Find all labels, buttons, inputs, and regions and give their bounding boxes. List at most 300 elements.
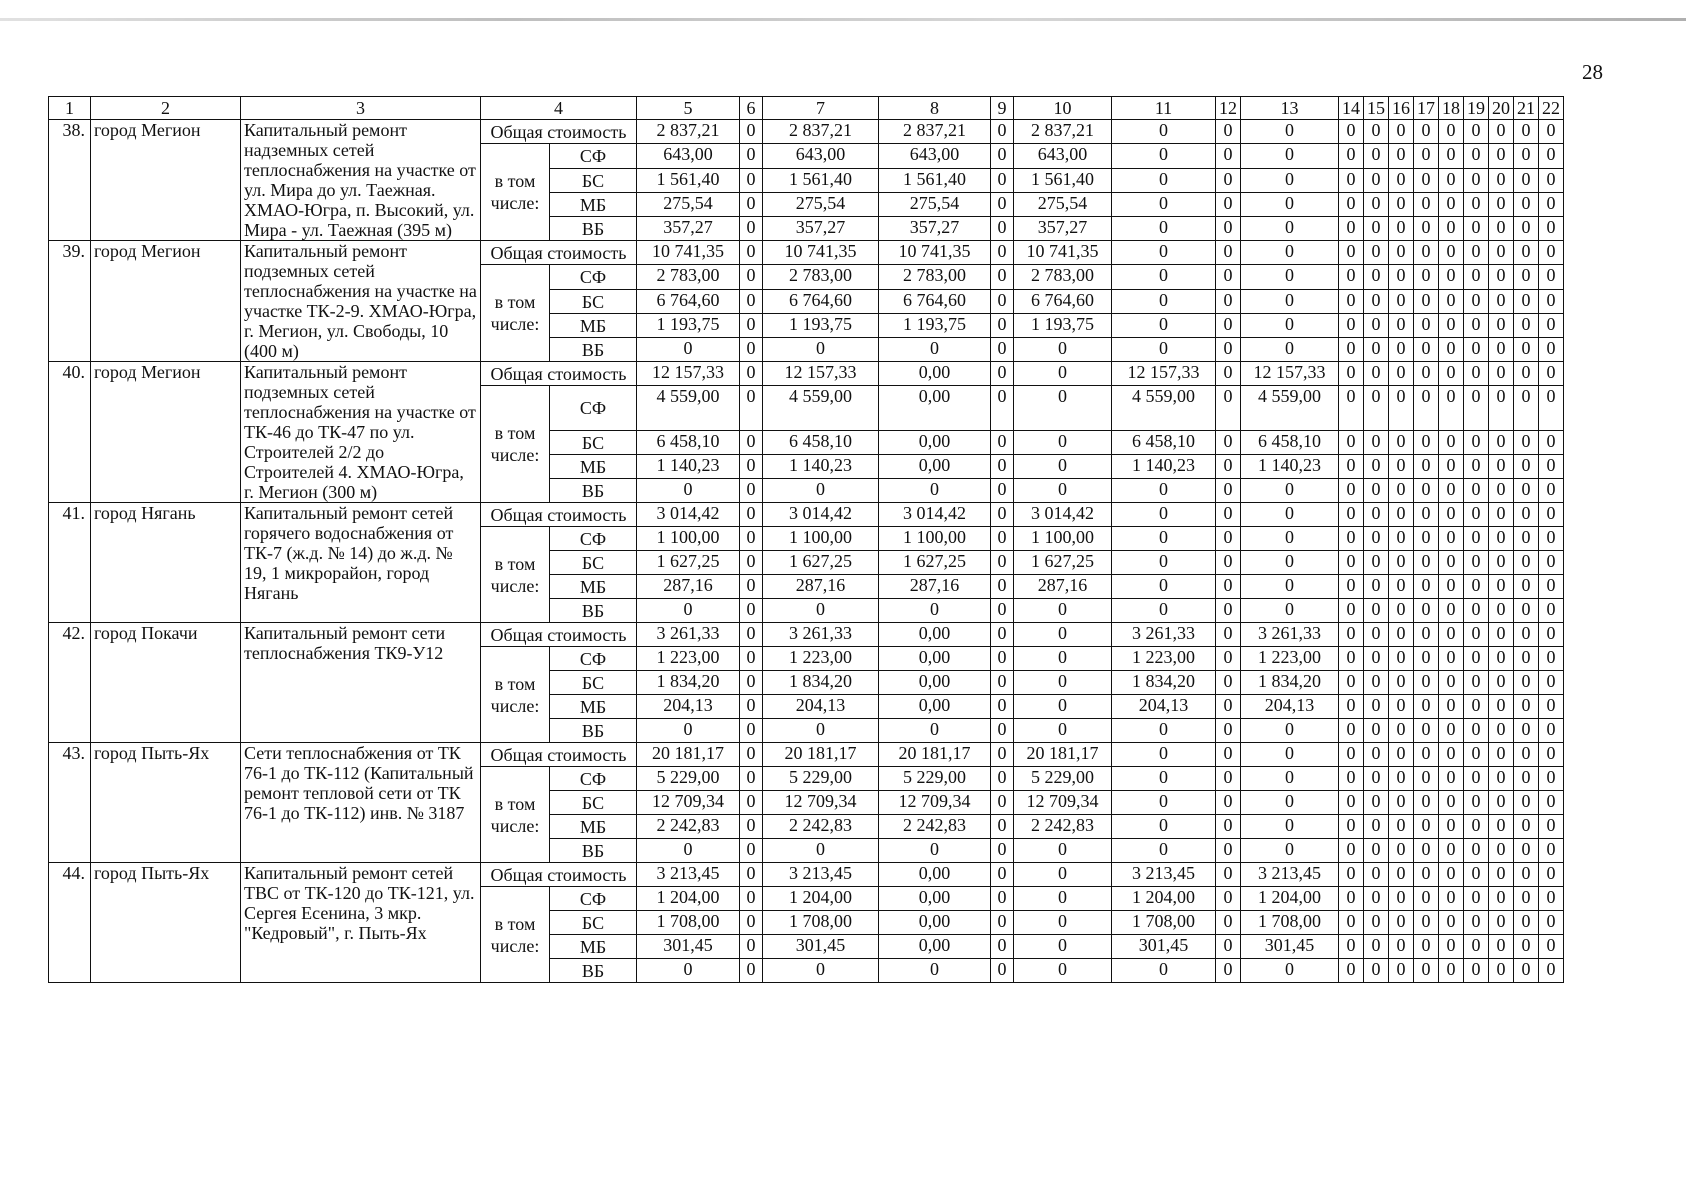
zero-value: 0 — [1514, 144, 1539, 169]
zero-value: 0 — [1514, 362, 1539, 386]
zero-value: 0 — [1539, 839, 1564, 863]
cost-value: 301,45 — [637, 935, 740, 959]
cost-value: 0,00 — [879, 887, 991, 911]
zero-value: 0 — [1539, 695, 1564, 719]
zero-value: 0 — [1489, 887, 1514, 911]
zero-value: 0 — [1389, 671, 1414, 695]
cost-value: 0 — [879, 599, 991, 623]
zero-value: 0 — [1464, 863, 1489, 887]
cost-value: 0 — [740, 719, 763, 743]
cost-value: 204,13 — [763, 695, 879, 719]
zero-value: 0 — [1414, 362, 1439, 386]
cost-value: 0 — [740, 551, 763, 575]
zero-value: 0 — [1539, 314, 1564, 338]
zero-value: 0 — [1539, 599, 1564, 623]
zero-value: 0 — [1339, 623, 1364, 647]
cost-value: 0 — [879, 839, 991, 863]
total-cost-label: Общая стоимость — [481, 503, 637, 527]
zero-value: 0 — [1464, 479, 1489, 503]
cost-value: 0 — [991, 290, 1014, 314]
zero-value: 0 — [1364, 767, 1389, 791]
cost-value: 0 — [1112, 479, 1216, 503]
cost-value: 0 — [740, 144, 763, 169]
funding-source: БС — [550, 911, 637, 935]
zero-value: 0 — [1489, 479, 1514, 503]
object-description: Капитальный ремонт подземных сетей теплоснабжения на участке от ТК-46 до ТК-47 по ул. Строителей 2/2 до Строителей 4. ХМАО-Югра, г. Мегион (300 м) — [241, 362, 481, 503]
cost-value: 0 — [740, 431, 763, 455]
table-row — [49, 503, 1564, 527]
zero-value: 0 — [1539, 503, 1564, 527]
zero-value: 0 — [1539, 743, 1564, 767]
cost-value: 0 — [1014, 362, 1112, 386]
zero-value: 0 — [1514, 743, 1539, 767]
funding-source: БС — [550, 551, 637, 575]
zero-value: 0 — [1339, 241, 1364, 265]
funding-source: СФ — [550, 647, 637, 671]
zero-value: 0 — [1489, 935, 1514, 959]
zero-value: 0 — [1389, 647, 1414, 671]
cost-value: 204,13 — [637, 695, 740, 719]
zero-value: 0 — [1339, 479, 1364, 503]
cost-value: 0 — [1014, 887, 1112, 911]
cost-value: 0 — [1216, 479, 1241, 503]
cost-value: 0 — [991, 791, 1014, 815]
cost-value: 0 — [1241, 217, 1339, 241]
zero-value: 0 — [1464, 217, 1489, 241]
zero-value: 0 — [1514, 314, 1539, 338]
zero-value: 0 — [1489, 144, 1514, 169]
cost-value: 2 783,00 — [763, 265, 879, 290]
zero-value: 0 — [1439, 935, 1464, 959]
cost-value: 0 — [1216, 791, 1241, 815]
municipality: город Пыть-Ях — [91, 743, 241, 863]
zero-value: 0 — [1439, 338, 1464, 362]
cost-value: 0 — [1112, 527, 1216, 551]
cost-value: 10 741,35 — [763, 241, 879, 265]
cost-value: 0 — [1216, 743, 1241, 767]
zero-value: 0 — [1489, 575, 1514, 599]
cost-value: 0 — [991, 455, 1014, 479]
cost-value: 4 559,00 — [1241, 386, 1339, 431]
cost-value: 357,27 — [1014, 217, 1112, 241]
zero-value: 0 — [1514, 935, 1539, 959]
column-header-12: 12 — [1216, 97, 1241, 120]
zero-value: 0 — [1389, 911, 1414, 935]
cost-value: 275,54 — [1014, 193, 1112, 217]
zero-value: 0 — [1439, 431, 1464, 455]
zero-value: 0 — [1489, 290, 1514, 314]
cost-value: 0 — [991, 338, 1014, 362]
zero-value: 0 — [1539, 193, 1564, 217]
cost-value: 0 — [991, 431, 1014, 455]
zero-value: 0 — [1539, 455, 1564, 479]
zero-value: 0 — [1464, 551, 1489, 575]
zero-value: 0 — [1364, 120, 1389, 144]
zero-value: 0 — [1514, 431, 1539, 455]
zero-value: 0 — [1439, 767, 1464, 791]
cost-value: 1 561,40 — [879, 169, 991, 193]
zero-value: 0 — [1464, 455, 1489, 479]
zero-value: 0 — [1464, 815, 1489, 839]
cost-value: 357,27 — [879, 217, 991, 241]
cost-value: 275,54 — [763, 193, 879, 217]
zero-value: 0 — [1414, 791, 1439, 815]
zero-value: 0 — [1364, 362, 1389, 386]
cost-value: 0 — [1216, 362, 1241, 386]
zero-value: 0 — [1439, 455, 1464, 479]
cost-value: 3 014,42 — [637, 503, 740, 527]
zero-value: 0 — [1539, 551, 1564, 575]
cost-value: 0,00 — [879, 863, 991, 887]
cost-value: 6 764,60 — [879, 290, 991, 314]
zero-value: 0 — [1339, 144, 1364, 169]
municipality: город Пыть-Ях — [91, 863, 241, 983]
cost-value: 0 — [991, 551, 1014, 575]
zero-value: 0 — [1414, 290, 1439, 314]
cost-value: 0 — [1241, 503, 1339, 527]
zero-value: 0 — [1414, 265, 1439, 290]
funding-source: МБ — [550, 314, 637, 338]
cost-value: 0 — [1014, 839, 1112, 863]
including-label: в том числе: — [481, 527, 550, 623]
cost-value: 0 — [991, 743, 1014, 767]
cost-value: 0 — [1216, 887, 1241, 911]
cost-value: 0 — [991, 815, 1014, 839]
cost-value: 3 014,42 — [879, 503, 991, 527]
cost-value: 0 — [740, 338, 763, 362]
cost-value: 0 — [740, 527, 763, 551]
zero-value: 0 — [1489, 911, 1514, 935]
cost-value: 0 — [1014, 647, 1112, 671]
cost-value: 4 559,00 — [1112, 386, 1216, 431]
zero-value: 0 — [1414, 671, 1439, 695]
cost-value: 0 — [991, 623, 1014, 647]
cost-value: 0 — [1241, 767, 1339, 791]
zero-value: 0 — [1489, 217, 1514, 241]
cost-value: 1 627,25 — [1014, 551, 1112, 575]
zero-value: 0 — [1389, 120, 1414, 144]
cost-value: 0 — [740, 647, 763, 671]
zero-value: 0 — [1489, 767, 1514, 791]
row-number: 44. — [49, 863, 91, 983]
zero-value: 0 — [1339, 695, 1364, 719]
column-header-13: 13 — [1241, 97, 1339, 120]
cost-value: 0 — [1216, 314, 1241, 338]
cost-value: 0 — [1216, 863, 1241, 887]
cost-value: 4 559,00 — [763, 386, 879, 431]
cost-value: 1 627,25 — [763, 551, 879, 575]
zero-value: 0 — [1364, 575, 1389, 599]
cost-value: 0 — [991, 911, 1014, 935]
zero-value: 0 — [1539, 791, 1564, 815]
zero-value: 0 — [1364, 647, 1389, 671]
cost-value: 0 — [991, 217, 1014, 241]
zero-value: 0 — [1489, 647, 1514, 671]
zero-value: 0 — [1389, 767, 1414, 791]
zero-value: 0 — [1464, 839, 1489, 863]
zero-value: 0 — [1539, 623, 1564, 647]
including-label: в том числе: — [481, 386, 550, 503]
cost-value: 0 — [740, 241, 763, 265]
zero-value: 0 — [1364, 217, 1389, 241]
zero-value: 0 — [1414, 599, 1439, 623]
zero-value: 0 — [1464, 647, 1489, 671]
table-row — [49, 120, 1564, 144]
zero-value: 0 — [1489, 623, 1514, 647]
cost-value: 1 204,00 — [1241, 887, 1339, 911]
cost-value: 0 — [1216, 551, 1241, 575]
investment-table — [48, 96, 1564, 983]
zero-value: 0 — [1364, 791, 1389, 815]
zero-value: 0 — [1439, 911, 1464, 935]
zero-value: 0 — [1514, 839, 1539, 863]
table-row — [49, 863, 1564, 887]
cost-value: 0,00 — [879, 911, 991, 935]
zero-value: 0 — [1364, 719, 1389, 743]
zero-value: 0 — [1414, 431, 1439, 455]
zero-value: 0 — [1364, 193, 1389, 217]
cost-value: 0 — [763, 479, 879, 503]
cost-value: 0 — [1241, 575, 1339, 599]
cost-value: 0 — [740, 863, 763, 887]
zero-value: 0 — [1464, 767, 1489, 791]
zero-value: 0 — [1464, 362, 1489, 386]
zero-value: 0 — [1539, 120, 1564, 144]
zero-value: 0 — [1339, 887, 1364, 911]
zero-value: 0 — [1439, 599, 1464, 623]
cost-value: 6 458,10 — [1241, 431, 1339, 455]
zero-value: 0 — [1339, 791, 1364, 815]
zero-value: 0 — [1464, 743, 1489, 767]
cost-value: 0 — [1112, 265, 1216, 290]
funding-source: СФ — [550, 887, 637, 911]
zero-value: 0 — [1539, 479, 1564, 503]
zero-value: 0 — [1464, 935, 1489, 959]
zero-value: 0 — [1489, 959, 1514, 983]
zero-value: 0 — [1364, 863, 1389, 887]
zero-value: 0 — [1339, 503, 1364, 527]
cost-value: 1 708,00 — [1112, 911, 1216, 935]
funding-source: ВБ — [550, 959, 637, 983]
cost-value: 0,00 — [879, 695, 991, 719]
zero-value: 0 — [1389, 144, 1414, 169]
zero-value: 0 — [1539, 719, 1564, 743]
zero-value: 0 — [1514, 791, 1539, 815]
funding-source: СФ — [550, 386, 637, 431]
funding-source: БС — [550, 671, 637, 695]
zero-value: 0 — [1464, 338, 1489, 362]
cost-value: 0 — [1014, 338, 1112, 362]
zero-value: 0 — [1364, 144, 1389, 169]
cost-value: 0 — [637, 719, 740, 743]
zero-value: 0 — [1389, 386, 1414, 431]
zero-value: 0 — [1439, 265, 1464, 290]
cost-value: 0 — [1112, 169, 1216, 193]
cost-value: 0 — [1216, 647, 1241, 671]
cost-value: 0 — [740, 911, 763, 935]
zero-value: 0 — [1439, 863, 1464, 887]
zero-value: 0 — [1489, 743, 1514, 767]
cost-value: 1 100,00 — [637, 527, 740, 551]
zero-value: 0 — [1439, 169, 1464, 193]
cost-value: 287,16 — [763, 575, 879, 599]
zero-value: 0 — [1389, 362, 1414, 386]
column-header-5: 5 — [637, 97, 740, 120]
cost-value: 3 213,45 — [1241, 863, 1339, 887]
cost-value: 1 204,00 — [763, 887, 879, 911]
column-header-6: 6 — [740, 97, 763, 120]
zero-value: 0 — [1464, 314, 1489, 338]
cost-value: 1 140,23 — [763, 455, 879, 479]
cost-value: 0 — [1241, 743, 1339, 767]
cost-value: 0 — [1112, 193, 1216, 217]
cost-value: 0 — [1014, 479, 1112, 503]
cost-value: 3 261,33 — [637, 623, 740, 647]
zero-value: 0 — [1389, 193, 1414, 217]
column-header-3: 3 — [241, 97, 481, 120]
column-header-15: 15 — [1364, 97, 1389, 120]
zero-value: 0 — [1339, 431, 1364, 455]
cost-value: 1 223,00 — [1241, 647, 1339, 671]
cost-value: 0 — [1216, 265, 1241, 290]
zero-value: 0 — [1414, 527, 1439, 551]
zero-value: 0 — [1389, 935, 1414, 959]
cost-value: 0 — [991, 839, 1014, 863]
funding-source: ВБ — [550, 217, 637, 241]
cost-value: 6 458,10 — [637, 431, 740, 455]
cost-value: 0 — [1112, 839, 1216, 863]
cost-value: 0 — [740, 479, 763, 503]
zero-value: 0 — [1364, 455, 1389, 479]
zero-value: 0 — [1389, 695, 1414, 719]
zero-value: 0 — [1414, 551, 1439, 575]
cost-value: 0 — [1112, 575, 1216, 599]
cost-value: 3 014,42 — [763, 503, 879, 527]
cost-value: 0 — [991, 647, 1014, 671]
zero-value: 0 — [1389, 479, 1414, 503]
including-label: в том числе: — [481, 265, 550, 362]
cost-value: 6 764,60 — [1014, 290, 1112, 314]
zero-value: 0 — [1489, 719, 1514, 743]
zero-value: 0 — [1514, 719, 1539, 743]
cost-value: 0 — [991, 241, 1014, 265]
zero-value: 0 — [1464, 527, 1489, 551]
zero-value: 0 — [1489, 599, 1514, 623]
cost-value: 0 — [740, 217, 763, 241]
zero-value: 0 — [1514, 887, 1539, 911]
cost-value: 301,45 — [1112, 935, 1216, 959]
cost-value: 0 — [1014, 935, 1112, 959]
zero-value: 0 — [1439, 839, 1464, 863]
cost-value: 1 561,40 — [1014, 169, 1112, 193]
column-header-19: 19 — [1464, 97, 1489, 120]
zero-value: 0 — [1364, 959, 1389, 983]
zero-value: 0 — [1539, 265, 1564, 290]
zero-value: 0 — [1389, 623, 1414, 647]
cost-value: 0 — [740, 455, 763, 479]
zero-value: 0 — [1414, 719, 1439, 743]
cost-value: 0 — [1241, 241, 1339, 265]
cost-value: 643,00 — [763, 144, 879, 169]
cost-value: 0 — [1216, 503, 1241, 527]
column-header-16: 16 — [1389, 97, 1414, 120]
zero-value: 0 — [1539, 815, 1564, 839]
cost-value: 0 — [1112, 791, 1216, 815]
zero-value: 0 — [1364, 503, 1389, 527]
cost-value: 0 — [991, 935, 1014, 959]
zero-value: 0 — [1389, 863, 1414, 887]
including-label: в том числе: — [481, 767, 550, 863]
cost-value: 0 — [991, 314, 1014, 338]
cost-value: 2 837,21 — [763, 120, 879, 144]
zero-value: 0 — [1414, 455, 1439, 479]
cost-value: 0,00 — [879, 386, 991, 431]
cost-value: 0 — [740, 695, 763, 719]
zero-value: 0 — [1414, 815, 1439, 839]
cost-value: 0 — [637, 599, 740, 623]
cost-value: 0 — [1216, 623, 1241, 647]
cost-value: 0 — [1216, 431, 1241, 455]
zero-value: 0 — [1489, 671, 1514, 695]
table-body — [49, 120, 1564, 983]
zero-value: 0 — [1439, 815, 1464, 839]
cost-value: 0 — [991, 767, 1014, 791]
column-header-9: 9 — [991, 97, 1014, 120]
cost-value: 301,45 — [763, 935, 879, 959]
cost-value: 5 229,00 — [637, 767, 740, 791]
zero-value: 0 — [1464, 169, 1489, 193]
zero-value: 0 — [1364, 623, 1389, 647]
zero-value: 0 — [1539, 959, 1564, 983]
cost-value: 0 — [1216, 767, 1241, 791]
cost-value: 2 242,83 — [637, 815, 740, 839]
cost-value: 0 — [879, 719, 991, 743]
zero-value: 0 — [1439, 193, 1464, 217]
cost-value: 12 709,34 — [763, 791, 879, 815]
zero-value: 0 — [1514, 386, 1539, 431]
zero-value: 0 — [1464, 386, 1489, 431]
cost-value: 0 — [991, 575, 1014, 599]
cost-value: 0 — [1112, 120, 1216, 144]
column-header-20: 20 — [1489, 97, 1514, 120]
zero-value: 0 — [1489, 169, 1514, 193]
cost-value: 0 — [1241, 290, 1339, 314]
cost-value: 0 — [740, 959, 763, 983]
column-header-2: 2 — [91, 97, 241, 120]
total-cost-label: Общая стоимость — [481, 362, 637, 386]
zero-value: 0 — [1339, 575, 1364, 599]
cost-value: 0 — [1014, 863, 1112, 887]
cost-value: 1 223,00 — [637, 647, 740, 671]
cost-value: 0 — [740, 575, 763, 599]
zero-value: 0 — [1389, 314, 1414, 338]
column-header-11: 11 — [1112, 97, 1216, 120]
cost-value: 0 — [1216, 169, 1241, 193]
cost-value: 1 140,23 — [1241, 455, 1339, 479]
table-row — [49, 623, 1564, 647]
cost-value: 0 — [879, 338, 991, 362]
cost-value: 0 — [1112, 241, 1216, 265]
zero-value: 0 — [1464, 959, 1489, 983]
cost-value: 0 — [1241, 120, 1339, 144]
zero-value: 0 — [1489, 695, 1514, 719]
cost-value: 0 — [1216, 911, 1241, 935]
cost-value: 643,00 — [879, 144, 991, 169]
cost-value: 12 709,34 — [637, 791, 740, 815]
cost-value: 2 837,21 — [879, 120, 991, 144]
cost-value: 301,45 — [1241, 935, 1339, 959]
table-row — [49, 362, 1564, 386]
